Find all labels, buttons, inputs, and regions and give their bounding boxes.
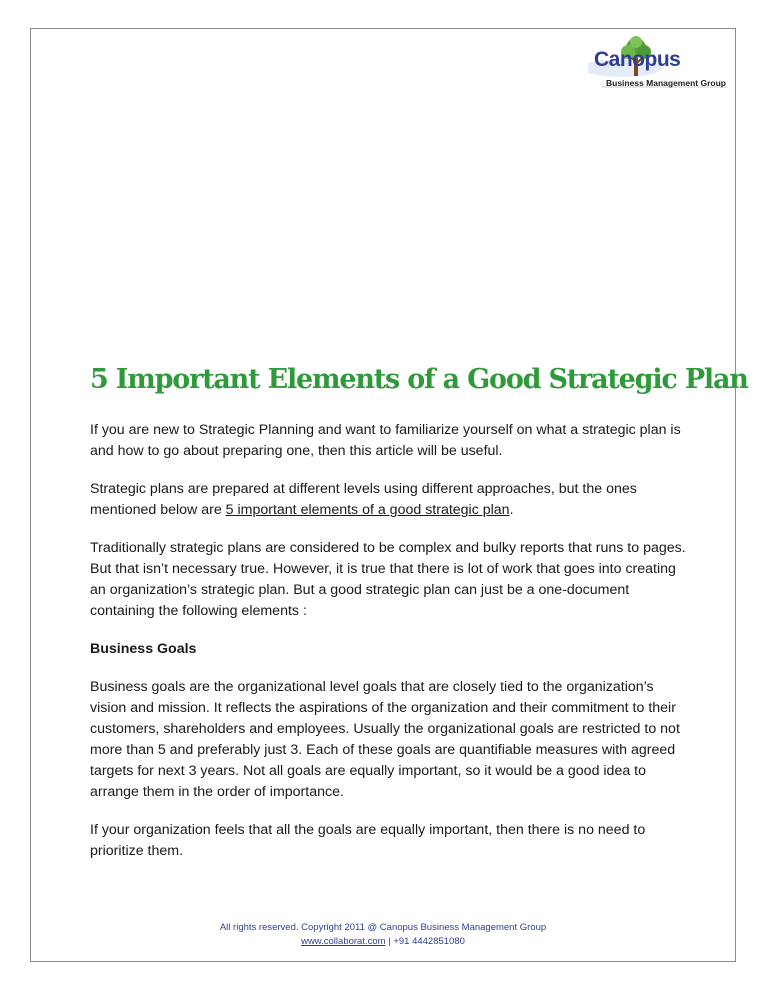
- levels-paragraph: [90, 479, 690, 521]
- canopus-logo: [588, 36, 730, 92]
- article-body: [90, 360, 748, 879]
- section-heading-business-goals: Business Goals: [90, 641, 197, 657]
- website-link[interactable]: www.collaborat.com: [301, 936, 386, 947]
- intro-paragraph: If you are new to Strategic Planning and want to familiarize yourself on what a strategic plan is and how to go about preparing one, then this article will be useful.: [90, 422, 681, 459]
- levels-paragraph-end: .: [509, 502, 514, 518]
- article-title: 5 Important Elements of a Good Strategic Plan: [90, 364, 748, 395]
- contact-line: [30, 935, 736, 949]
- page-footer: [30, 921, 736, 949]
- prioritize-paragraph: If your organization feels that all the goals are equally important, then there is no need to prioritize them.: [90, 822, 646, 859]
- footer-separator: |: [385, 936, 394, 947]
- traditional-paragraph: Traditionally strategic plans are considered to be complex and bulky reports that runs to pages. But that isn’t necessary true. However, it is true that there is lot of work that goes into creating an organization’s strategic plan. But a good strategic plan can just be a one-document containing the following elements :: [90, 540, 686, 619]
- elements-link[interactable]: 5 important elements of a good strategic plan: [225, 502, 510, 518]
- logo-wordmark: Canopus: [594, 48, 681, 71]
- copyright-text: All rights reserved. Copyright 2011 @ Canopus Business Management Group: [219, 922, 547, 933]
- business-goals-paragraph: Business goals are the organizational level goals that are closely tied to the organization’s vision and mission. It reflects the aspirations of the organization and their commitment to their customers, shareholders and employees. Usually the organizational goals are restricted to not more than 5 and preferably just 3. Each of these goals are quantifiable measures with agreed targets for next 3 years. Not all goals are equally important, so it would be a good idea to arrange them in the order of importance.: [90, 679, 680, 800]
- logo-subtitle: Business Management Group: [606, 78, 726, 88]
- phone-number: +91 4442851080: [393, 936, 465, 947]
- levels-paragraph-text: Strategic plans are prepared at different levels using different approaches, but the ones mentioned below are: [90, 481, 637, 518]
